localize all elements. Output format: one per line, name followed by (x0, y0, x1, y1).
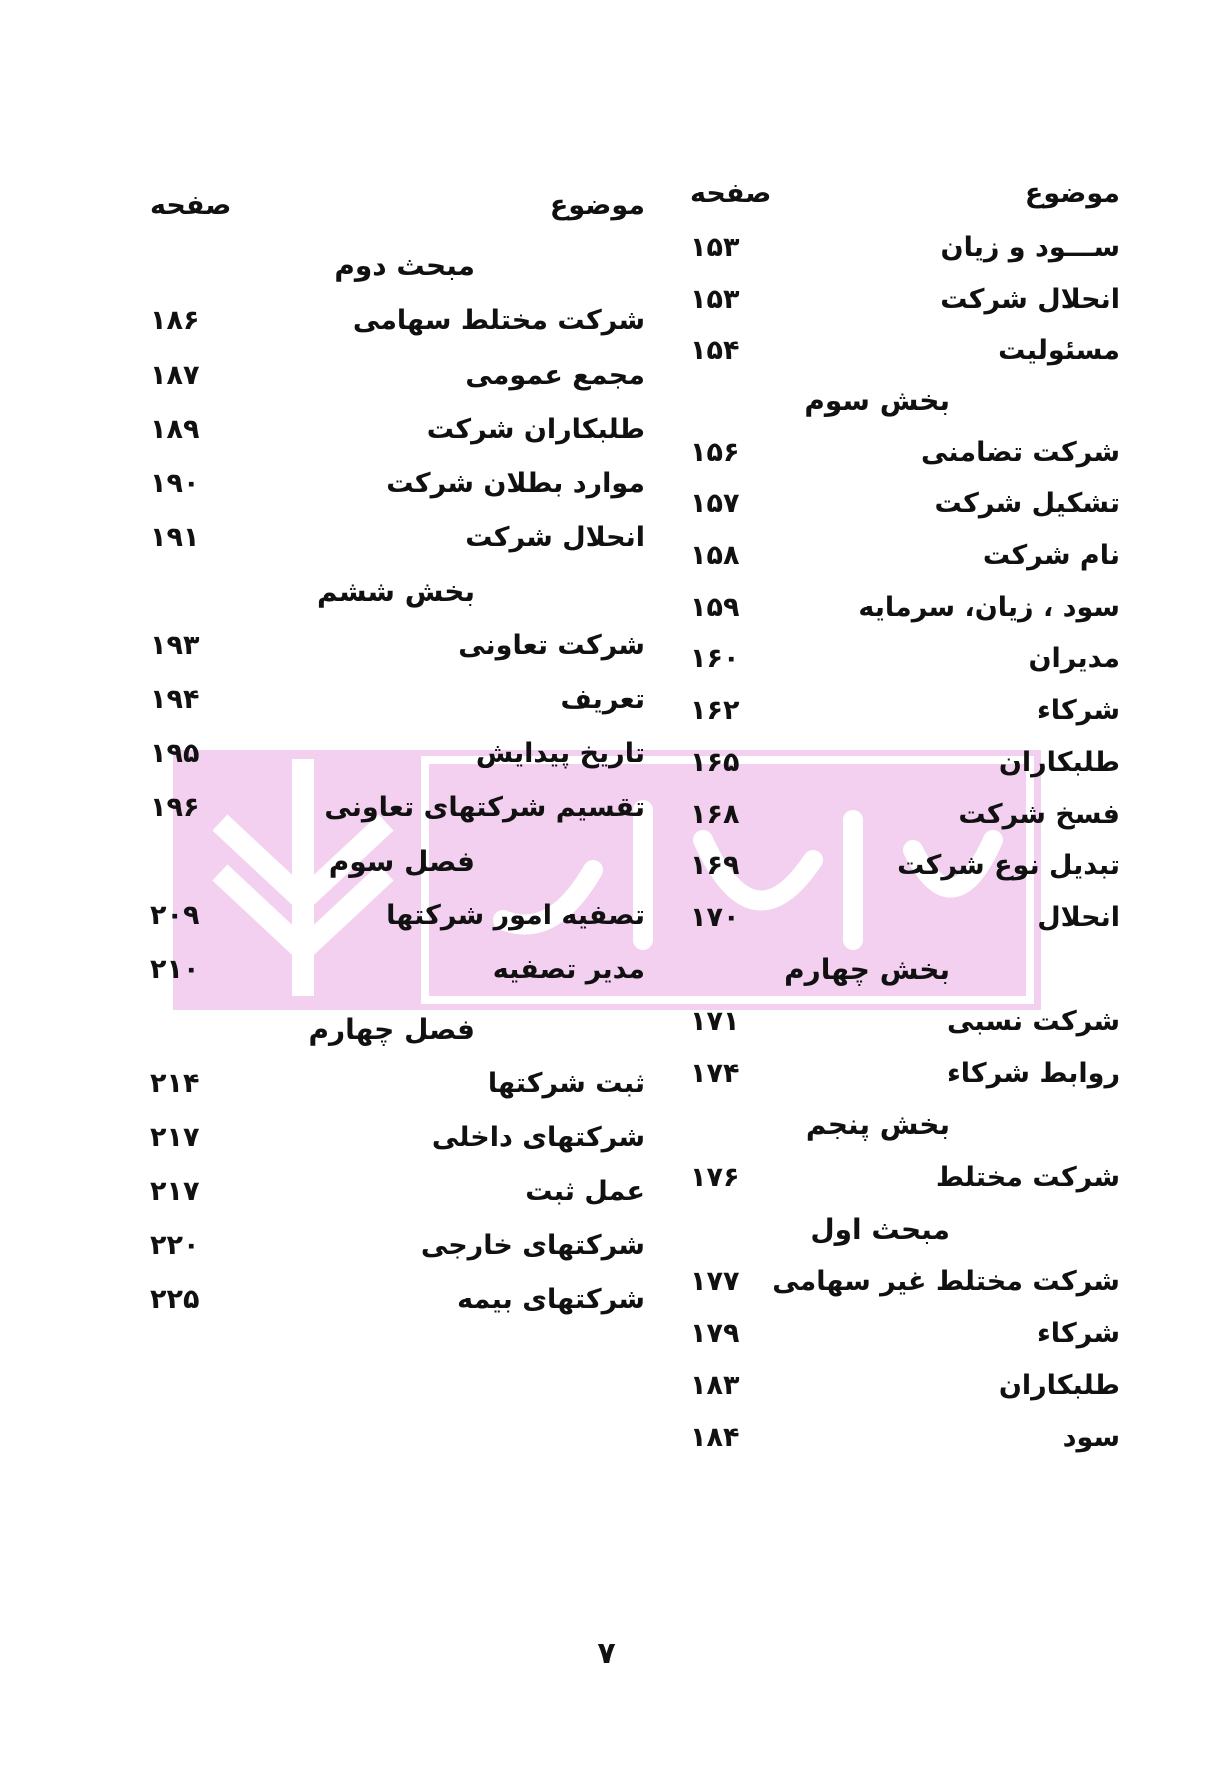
entry-topic: طلبکاران شرکت (426, 414, 645, 445)
entry-page: ۱۵۹ (690, 592, 740, 623)
entry-page: ۲۱۰ (150, 954, 200, 985)
entry-topic: مبحث دوم (334, 249, 475, 282)
entry-page: ۱۵۳ (690, 232, 740, 263)
entry-topic: تعریف (560, 684, 645, 715)
section-heading (690, 1099, 1120, 1151)
section-heading (690, 944, 1120, 996)
entry-topic: فصل چهارم (308, 1013, 475, 1046)
toc-right-column (690, 0, 1120, 1773)
entry-page: ۱۸۷ (150, 360, 200, 391)
section-heading (690, 1204, 1120, 1256)
entry-page: ۱۶۹ (690, 850, 740, 881)
entry-topic: انحلال شرکت (465, 522, 645, 553)
entry-page: ۱۷۰ (690, 902, 740, 933)
entry-page: ۱۷۱ (690, 1006, 740, 1037)
entry-topic: فسخ شرکت (958, 799, 1120, 830)
toc-entry (690, 478, 1120, 530)
entry-topic: سود (1062, 1422, 1120, 1453)
toc-entry (690, 789, 1120, 841)
toc-entry (690, 892, 1120, 944)
entry-topic: شرکتهای داخلی (431, 1122, 645, 1153)
entry-topic: شرکت تضامنی (921, 437, 1120, 468)
entry-page: ۱۸۳ (690, 1370, 740, 1401)
entry-topic: ســـود و زیان (940, 232, 1120, 263)
entry-page: ۱۹۶ (150, 792, 200, 823)
page-header: صفحه (150, 190, 232, 221)
toc-entry (690, 582, 1120, 634)
toc-entry (690, 633, 1120, 685)
entry-topic: تبدیل نوع شرکت (897, 850, 1120, 881)
entry-topic: بخش ششم (316, 575, 475, 608)
section-heading (150, 566, 645, 618)
entry-page: ۲۱۷ (150, 1122, 200, 1153)
entry-topic: موارد بطلان شرکت (386, 468, 645, 499)
entry-topic: شرکتهای بیمه (457, 1284, 645, 1315)
toc-entry (150, 512, 645, 564)
entry-page: ۱۶۲ (690, 695, 740, 726)
entry-page: ۲۲۰ (150, 1230, 200, 1261)
entry-page: ۲۱۴ (150, 1068, 200, 1099)
toc-left-column (150, 0, 645, 1773)
entry-page: ۲۰۹ (150, 900, 200, 931)
entry-topic: روابط شرکاء (946, 1058, 1120, 1089)
entry-topic: ثبت شرکتها (487, 1068, 645, 1099)
topic-header: موضوع (1024, 178, 1120, 209)
toc-entry (690, 1412, 1120, 1464)
toc-entry (690, 1152, 1120, 1204)
toc-entry (150, 1220, 645, 1272)
entry-page: ۱۸۶ (150, 305, 200, 336)
entry-page: ۱۹۰ (150, 468, 200, 499)
entry-topic: تقسیم شرکتهای تعاونی (324, 792, 645, 823)
entry-page: ۱۵۴ (690, 335, 740, 366)
entry-page: ۲۱۷ (150, 1176, 200, 1207)
entry-page: ۱۷۹ (690, 1318, 740, 1349)
entry-topic: مدیران (1028, 643, 1120, 674)
toc-entry (150, 350, 645, 402)
page-header: صفحه (690, 178, 772, 209)
entry-page: ۲۲۵ (150, 1284, 200, 1315)
entry-topic: بخش پنجم (805, 1108, 950, 1141)
entry-topic: بخش سوم (804, 384, 950, 417)
entry-topic: مدیر تصفیه (492, 954, 645, 985)
entry-topic: شرکت مختلط (935, 1162, 1120, 1193)
section-heading (690, 375, 1120, 427)
page-number: ۷ (597, 1636, 616, 1671)
topic-header: موضوع (549, 190, 645, 221)
entry-topic: مبحث اول (810, 1213, 950, 1246)
entry-topic: شرکت مختلط غیر سهامی (772, 1266, 1120, 1297)
entry-page: ۱۸۹ (150, 414, 200, 445)
entry-page: ۱۶۰ (690, 643, 740, 674)
entry-topic: شرکاء (1037, 695, 1120, 726)
entry-page: ۱۹۱ (150, 522, 200, 553)
toc-entry (690, 996, 1120, 1048)
entry-page: ۱۵۷ (690, 488, 740, 519)
toc-entry (690, 1256, 1120, 1308)
toc-entry (690, 427, 1120, 479)
entry-page: ۱۷۴ (690, 1058, 740, 1089)
toc-entry (150, 944, 645, 996)
section-heading (150, 240, 645, 292)
entry-page: ۱۷۷ (690, 1266, 740, 1297)
column-header (150, 180, 645, 232)
entry-topic: انحلال (1037, 902, 1120, 933)
entry-page: ۱۵۸ (690, 540, 740, 571)
entry-page: ۱۶۸ (690, 799, 740, 830)
toc-entry (690, 530, 1120, 582)
entry-topic: طلبکاران (998, 1370, 1120, 1401)
entry-topic: شرکت نسبی (947, 1006, 1120, 1037)
entry-topic: عمل ثبت (525, 1176, 645, 1207)
toc-entry (150, 728, 645, 780)
entry-topic: فصل سوم (328, 845, 475, 878)
entry-topic: تشکیل شرکت (934, 488, 1120, 519)
section-heading (150, 836, 645, 888)
entry-page: ۱۵۳ (690, 284, 740, 315)
toc-entry (150, 782, 645, 834)
entry-page: ۱۶۵ (690, 747, 740, 778)
entry-topic: انحلال شرکت (940, 284, 1120, 315)
toc-entry (150, 1112, 645, 1164)
toc-entry (690, 1308, 1120, 1360)
toc-entry (690, 737, 1120, 789)
toc-entry (150, 1166, 645, 1218)
toc-entry (150, 674, 645, 726)
toc-entry (690, 325, 1120, 377)
toc-entry (690, 840, 1120, 892)
toc-entry (150, 458, 645, 510)
toc-entry (150, 620, 645, 672)
entry-topic: مسئولیت (998, 335, 1120, 366)
toc-entry (150, 295, 645, 347)
entry-topic: شرکت تعاونی (458, 630, 645, 661)
entry-page: ۱۹۴ (150, 684, 200, 715)
entry-topic: شرکتهای خارجی (420, 1230, 645, 1261)
toc-entry (150, 890, 645, 942)
entry-page: ۱۸۴ (690, 1422, 740, 1453)
toc-entry (690, 222, 1120, 274)
entry-page: ۱۹۵ (150, 738, 200, 769)
entry-topic: طلبکاران (998, 747, 1120, 778)
entry-page: ۱۹۳ (150, 630, 200, 661)
column-header (690, 168, 1120, 220)
toc-entry (690, 1048, 1120, 1100)
entry-topic: تصفیه امور شرکتها (386, 900, 645, 931)
toc-entry (690, 685, 1120, 737)
entry-page: ۱۵۶ (690, 437, 740, 468)
entry-topic: سود ، زیان، سرمایه (858, 592, 1120, 623)
entry-topic: تاریخ پیدایش (475, 738, 645, 769)
entry-topic: شرکاء (1037, 1318, 1120, 1349)
entry-page: ۱۷۶ (690, 1162, 740, 1193)
toc-entry (690, 1360, 1120, 1412)
toc-entry (150, 1274, 645, 1326)
entry-topic: شرکت مختلط سهامی (352, 305, 645, 336)
entry-topic: مجمع عمومی (465, 360, 645, 391)
toc-entry (150, 404, 645, 456)
toc-entry (690, 274, 1120, 326)
section-heading (150, 1004, 645, 1056)
entry-topic: بخش چهارم (784, 953, 950, 986)
toc-entry (150, 1058, 645, 1110)
entry-topic: نام شرکت (982, 540, 1120, 571)
